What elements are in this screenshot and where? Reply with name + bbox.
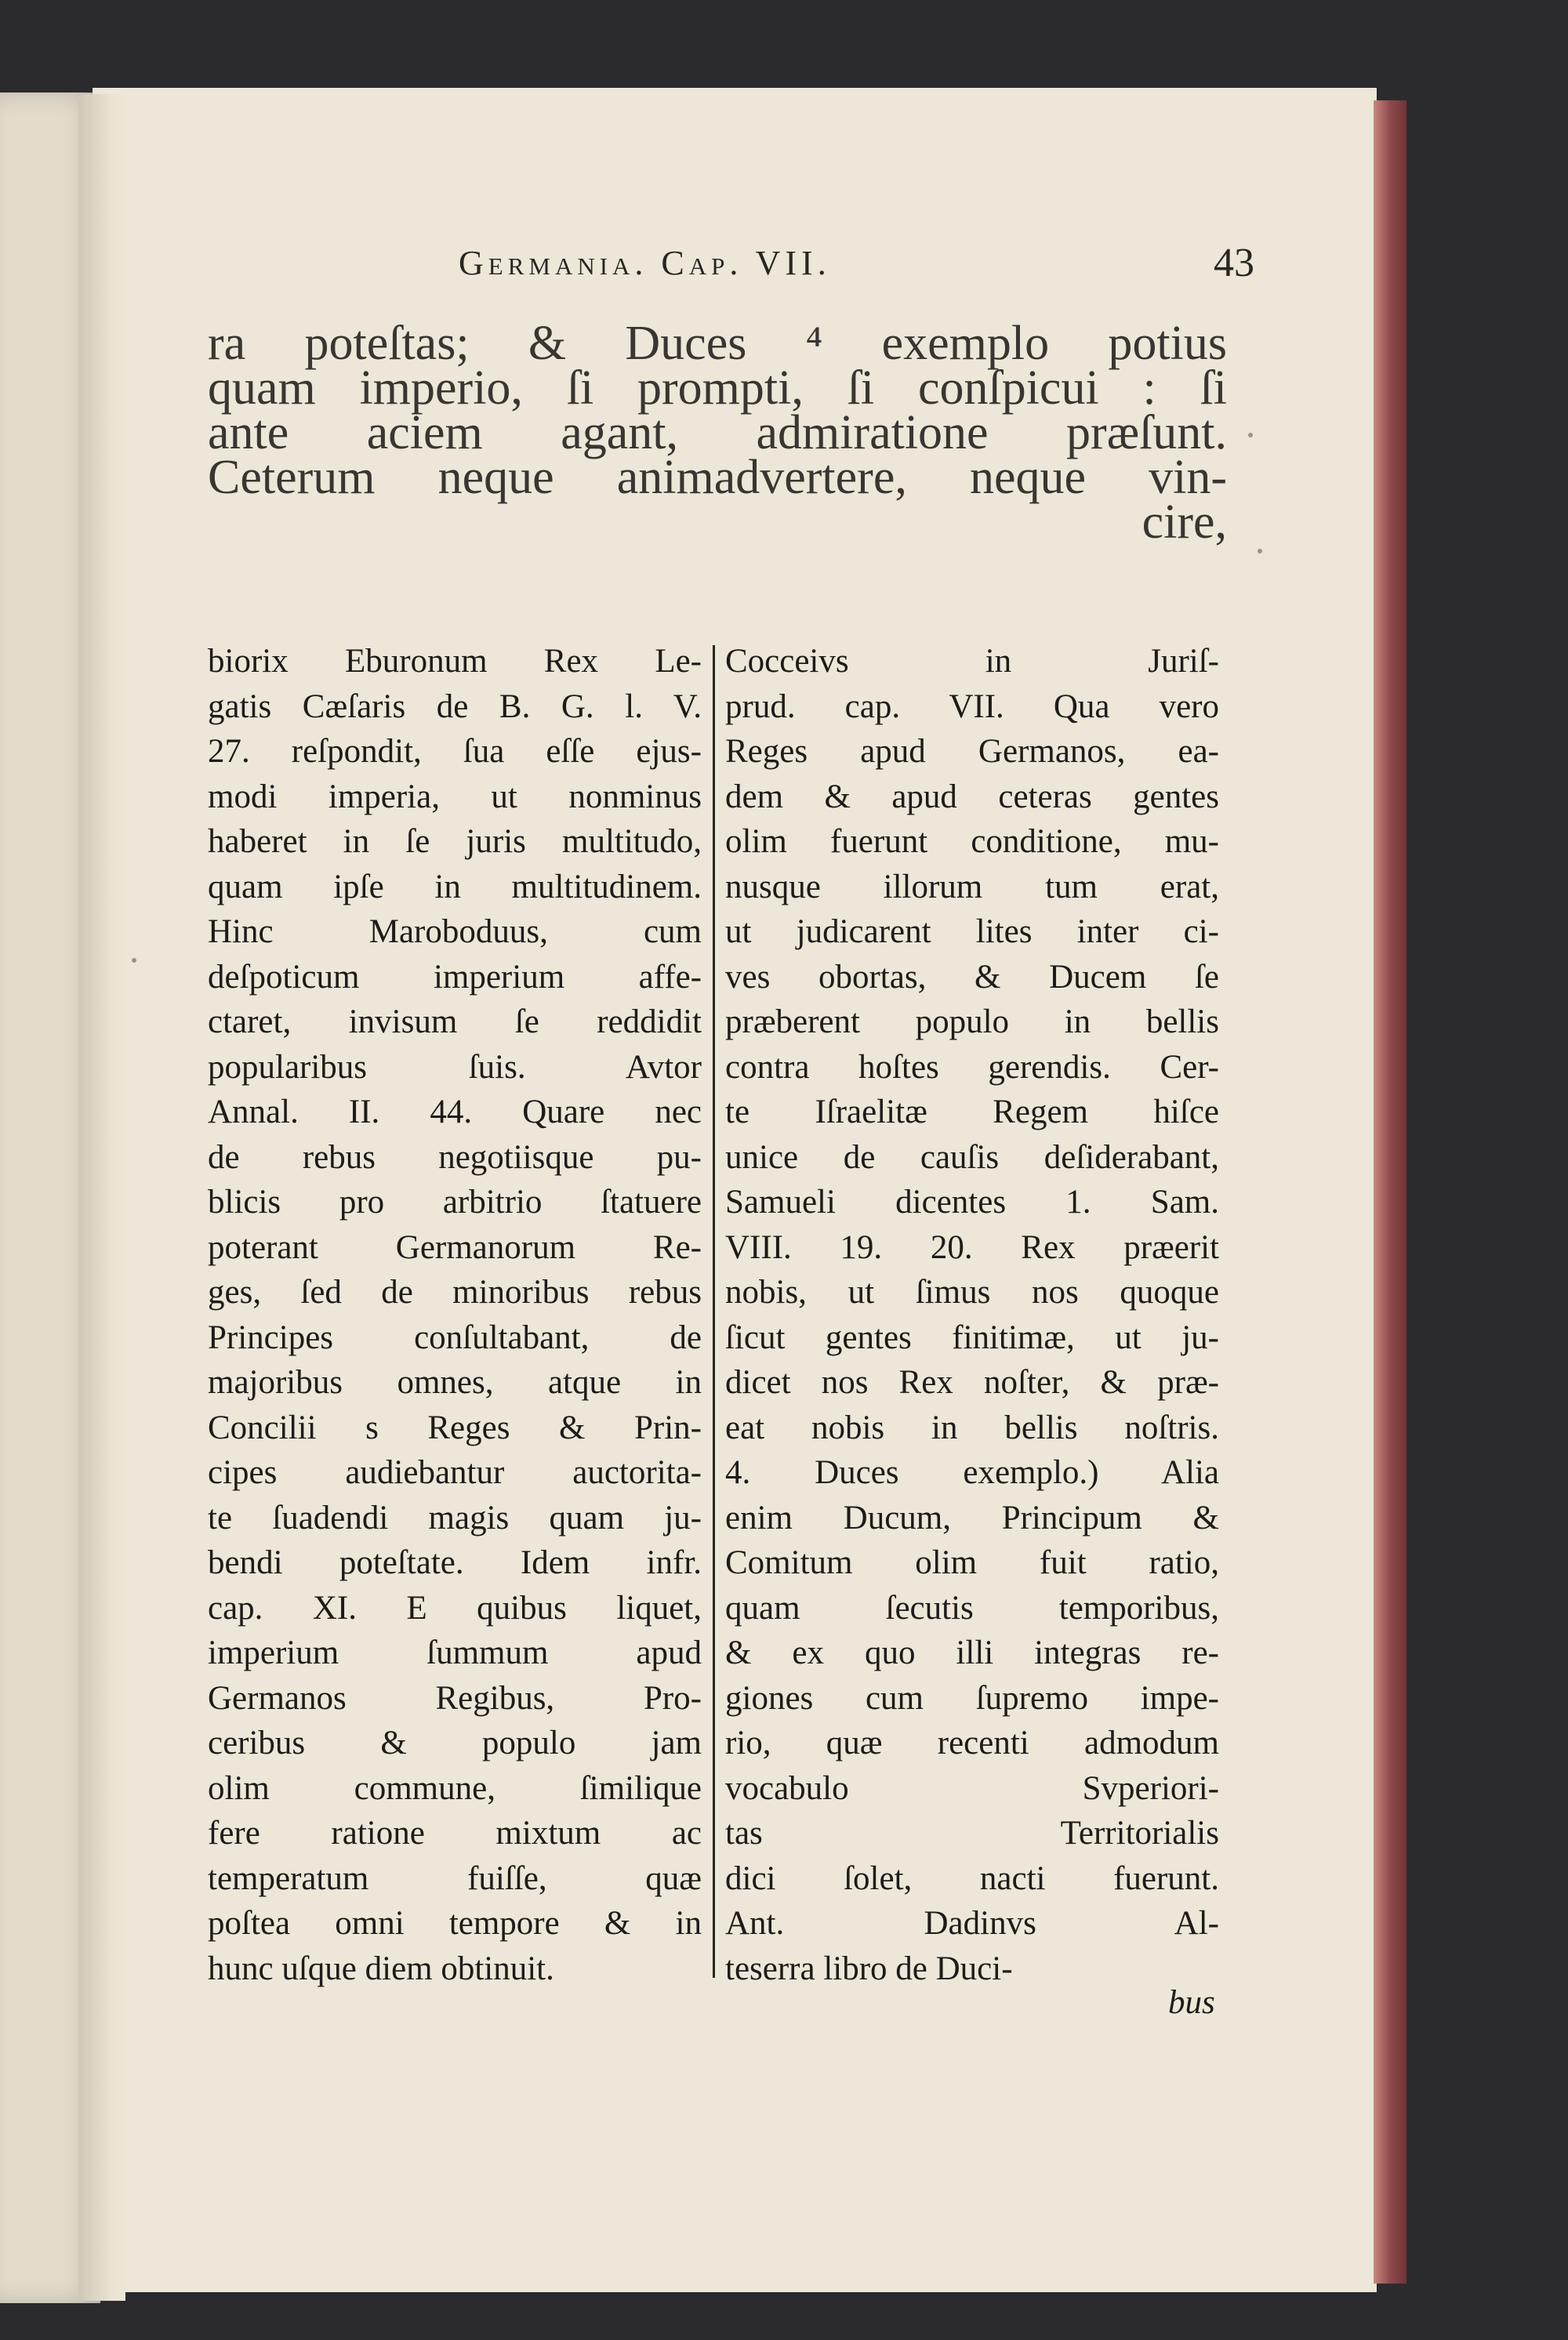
footnote-line: 27. reſpondit, ſua eſſe ejus- xyxy=(208,733,702,770)
footnote-line: & ex quo illi integras re- xyxy=(725,1634,1219,1671)
main-text-line: cire, xyxy=(1142,495,1227,549)
footnote-line: bendi poteſtate. Idem infr. xyxy=(208,1544,702,1581)
footnote-line: dicet nos Rex noſter, & præ- xyxy=(725,1364,1219,1401)
footnote-line: poterant Germanorum Re- xyxy=(208,1228,702,1266)
footnote-line: ves obortas, & Ducem ſe xyxy=(725,958,1219,996)
footnote-line: Hinc Maroboduus, cum xyxy=(208,913,702,950)
footnote-line: Annal. II. 44. Quare nec xyxy=(208,1094,702,1130)
footnote-line: tas Territorialis xyxy=(725,1815,1219,1852)
footnote-line: majoribus omnes, atque in xyxy=(208,1364,702,1401)
footnote-line: enim Ducum, Principum & xyxy=(725,1499,1219,1536)
footnote-line: giones cum ſupremo impe- xyxy=(725,1679,1219,1717)
main-text-line: quam imperio, ſi prompti, ſi conſpicui : ſi xyxy=(208,361,1227,415)
footnote-line: hunc uſque diem obtinuit. xyxy=(208,1950,554,1987)
footnote-line: ut judicarent lites inter ci- xyxy=(725,913,1219,950)
footnote-line: poſtea omni tempore & in xyxy=(208,1905,702,1942)
footnote-line: ceribus & populo jam xyxy=(208,1725,702,1761)
footnote-line: quam ipſe in multitudinem. xyxy=(208,868,702,905)
running-head xyxy=(259,243,1254,298)
footnote-line: fere ratione mixtum ac xyxy=(208,1815,702,1852)
footnote-line: Samueli dicentes 1. Sam. xyxy=(725,1184,1219,1221)
footnote-line: imperium ſummum apud xyxy=(208,1634,702,1671)
footnote-line: biorix Eburonum Rex Le- xyxy=(208,643,702,680)
footnote-line: te ſuadendi magis quam ju- xyxy=(208,1499,702,1536)
footnote-line: Cocceivs in Juriſ- xyxy=(725,643,1219,680)
footnote-line: dici ſolet, nacti fuerunt. xyxy=(725,1859,1219,1897)
footnote-line: deſpoticum imperium affe- xyxy=(208,958,702,996)
footnote-line: olim commune, ſimilique xyxy=(208,1769,702,1807)
footnote-line: teserra libro de Duci- xyxy=(725,1950,1013,1987)
running-title: Germania. Cap. VII. xyxy=(459,244,831,282)
footnote-line: nusque illorum tum erat, xyxy=(725,868,1219,905)
footnote-line: Comitum olim fuit ratio, xyxy=(725,1544,1219,1581)
footnote-line: ges, ſed de minoribus rebus xyxy=(208,1274,702,1311)
footnote-line: nobis, ut ſimus nos quoque xyxy=(725,1274,1219,1311)
footnote-line: Ant. Dadinvs Al- xyxy=(725,1905,1219,1942)
column-divider xyxy=(713,645,715,1978)
main-text-line: ra poteſtas; & Duces ⁴ exemplo potius xyxy=(208,317,1227,370)
footnote-line: blicis pro arbitrio ſtatuere xyxy=(208,1184,702,1221)
footnote-line: Reges apud Germanos, ea- xyxy=(725,733,1219,770)
main-text xyxy=(208,317,1227,549)
footnote-line: contra hoſtes gerendis. Cer- xyxy=(725,1048,1219,1086)
footnote-line: Concilii s Reges & Prin- xyxy=(208,1409,702,1446)
footnote-line: gatis Cæſaris de B. G. l. V. xyxy=(208,687,702,725)
footnotes xyxy=(208,639,1227,2050)
footnote-line: modi imperia, ut nonminus xyxy=(208,778,702,815)
catchword: bus xyxy=(1168,1984,1215,2021)
main-text-line: Ceterum neque animadvertere, neque vin- xyxy=(208,451,1227,504)
footnote-line: quam ſecutis temporibus, xyxy=(725,1589,1219,1627)
footnote-line: cipes audiebantur auctorita- xyxy=(208,1454,702,1491)
footnote-line: olim fuerunt conditione, mu- xyxy=(725,823,1219,860)
footnote-line: dem & apud ceteras gentes xyxy=(725,778,1219,815)
paper-speck xyxy=(1248,433,1253,437)
footnote-line: cap. XI. E quibus liquet, xyxy=(208,1589,702,1627)
footnote-line: Germanos Regibus, Pro- xyxy=(208,1679,702,1717)
footnote-line: VIII. 19. 20. Rex præerit xyxy=(725,1228,1219,1266)
paper-speck xyxy=(132,958,136,963)
footnote-line: prud. cap. VII. Qua vero xyxy=(725,687,1219,725)
main-text-line: ante aciem agant, admiratione præſunt. xyxy=(208,406,1227,459)
book-gutter xyxy=(78,94,125,2301)
footnote-line: unice de cauſis deſiderabant, xyxy=(725,1138,1219,1176)
footnote-line: ctaret, invisum ſe reddidit xyxy=(208,1003,702,1040)
paper-speck xyxy=(1258,549,1262,553)
footnote-line: Principes conſultabant, de xyxy=(208,1319,702,1356)
footnote-line: de rebus negotiisque pu- xyxy=(208,1138,702,1176)
footnote-line: rio, quæ recenti admodum xyxy=(725,1725,1219,1761)
footnote-column-right xyxy=(725,639,1219,1991)
footnote-line: popularibus ſuis. Avtor xyxy=(208,1048,702,1086)
footnote-line: præberent populo in bellis xyxy=(725,1003,1219,1040)
footnote-line: ſicut gentes finitimæ, ut ju- xyxy=(725,1319,1219,1356)
page-fore-edge xyxy=(1374,100,1406,2284)
footnote-line: vocabulo Svperiori- xyxy=(725,1769,1219,1807)
footnote-line: eat nobis in bellis noſtris. xyxy=(725,1409,1219,1446)
footnote-column-left xyxy=(208,639,702,1991)
footnote-line: 4. Duces exemplo.) Alia xyxy=(725,1454,1219,1491)
footnote-line: te Iſraelitæ Regem hiſce xyxy=(725,1094,1219,1130)
page-number: 43 xyxy=(1214,241,1254,285)
footnote-line: temperatum fuiſſe, quæ xyxy=(208,1859,702,1897)
footnote-line: haberet in ſe juris multitudo, xyxy=(208,823,702,860)
